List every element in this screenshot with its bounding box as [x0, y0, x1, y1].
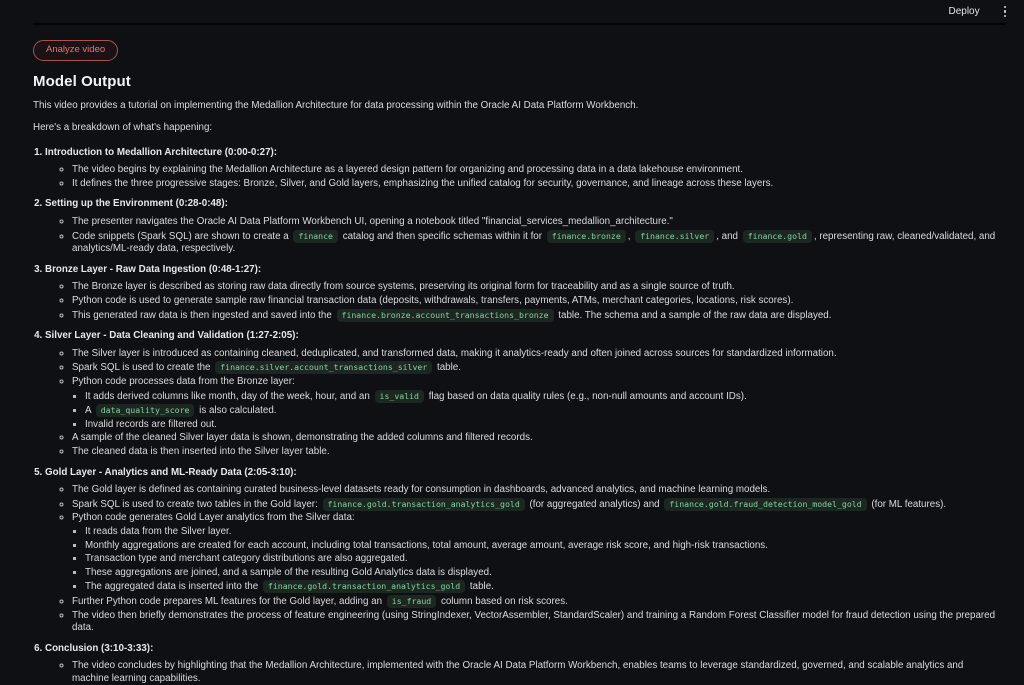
bullet-list [45, 164, 1000, 190]
inline-code: finance.bronze [547, 230, 626, 243]
sections-list [33, 147, 1000, 685]
list-item: ◦ The Bronze layer is described as storing raw data directly from source systems, preserving its original form for traceability and as a single source of truth. [72, 281, 1000, 294]
bullet-list [45, 348, 1000, 459]
section [45, 467, 1000, 635]
list-item: ◦ Python code generates Gold Layer analytics from the Silver data: ▪ It reads data from the Silver layer. ▪ Monthly aggregations are created for each account, including total transactions, total amount, average amount, average risk score, and high-risk transactions. ▪ Transaction type and merchant category distributions are also aggregated. ▪ These aggregations are joined, and a sample of the resulting Gold Analytics data is displayed. ▪ The aggregated data is inserted into the finance.gold.transaction_analytics_gold table. [72, 512, 1000, 594]
list-item: ◦ The cleaned data is then inserted into the Silver layer table. [72, 446, 1000, 459]
list-item: ◦ A sample of the cleaned Silver layer data is shown, demonstrating the added columns and filtered records. [72, 432, 1000, 445]
list-item: ▪ Invalid records are filtered out. [85, 419, 1000, 432]
inline-code: is_fraud [387, 595, 436, 608]
list-item: ◦ The video then briefly demonstrates the process of feature engineering (using StringIndexer, VectorAssembler, StandardScaler) and training a Random Forest Classifier model for fraud detection using the prepared data. [72, 610, 1000, 635]
inline-code: finance.gold [743, 230, 812, 243]
list-item: ◦ The video begins by explaining the Medallion Architecture as a layered design pattern for organizing and processing data in a data lakehouse environment. [72, 164, 1000, 177]
list-item: ◦ Spark SQL is used to create the finance.silver.account_transactions_silver table. [72, 361, 1000, 375]
inline-code: finance.gold.transaction_analytics_gold [263, 580, 465, 593]
list-item: ◦ It defines the three progressive stages: Bronze, Silver, and Gold layers, emphasizing the unified catalog for security, governance, and lineage across these layers. [72, 178, 1000, 191]
sub-bullet-list [72, 526, 1000, 594]
top-bar [0, 0, 1024, 23]
breakdown-paragraph: Here's a breakdown of what's happening: [33, 122, 213, 134]
page-title: Model Output [33, 72, 131, 90]
inline-code: finance.bronze.account_transactions_bronze [337, 309, 554, 322]
inline-code: finance.silver.account_transactions_silver [215, 361, 432, 374]
section-title: Gold Layer - Analytics and ML-Ready Data (2:05-3:10): [45, 466, 297, 478]
section-title: Introduction to Medallion Architecture (0:00-0:27): [45, 146, 278, 158]
list-item: ◦ The presenter navigates the Oracle AI Data Platform Workbench UI, opening a notebook titled "financial_services_medallion_architecture." [72, 216, 1000, 229]
list-item: ▪ The aggregated data is inserted into the finance.gold.transaction_analytics_gold table. [85, 580, 1000, 594]
list-item: ▪ It reads data from the Silver layer. [85, 526, 1000, 539]
list-item: ▪ Transaction type and merchant category distributions are also aggregated. [85, 553, 1000, 566]
list-item: ◦ Python code is used to generate sample raw financial transaction data (deposits, withdrawals, transfers, payments, ATMs, merchant categories, locations, risk scores). [72, 295, 1000, 308]
list-item: ◦ The Silver layer is introduced as containing cleaned, deduplicated, and transformed data, making it analytics-ready and often joined across sources for standardized information. [72, 348, 1000, 361]
section [45, 198, 1000, 255]
list-item: ◦ The video concludes by highlighting that the Medallion Architecture, implemented with the Oracle AI Data Platform Workbench, enables teams to leverage standardized, governed, and scalable analytics and machine learning capabilities. [72, 660, 1000, 685]
list-item: ▪ Monthly aggregations are created for each account, including total transactions, total amount, average amount, average risk score, and high-risk transactions. [85, 540, 1000, 553]
section [45, 147, 1000, 191]
sub-bullet-list [72, 390, 1000, 432]
inline-code: finance [293, 230, 338, 243]
section [45, 643, 1000, 685]
inline-code: finance.silver [635, 230, 714, 243]
inline-code: finance.gold.transaction_analytics_gold [323, 498, 525, 511]
section [45, 264, 1000, 322]
section [45, 330, 1000, 458]
deploy-button[interactable]: Deploy [944, 4, 983, 19]
section-title: Conclusion (3:10-3:33): [45, 642, 154, 654]
list-item: ▪ It adds derived columns like month, day of the week, hour, and an is_valid flag based on data quality rules (e.g., non-null amounts and account IDs). [85, 390, 1000, 404]
analyze-video-chip[interactable]: Analyze video [33, 40, 118, 61]
list-item: ▪ These aggregations are joined, and a sample of the resulting Gold Analytics data is displayed. [85, 567, 1000, 580]
list-item: ◦ This generated raw data is then ingested and saved into the finance.bronze.account_transactions_bronze table. The schema and a sample of the raw data are displayed. [72, 309, 1000, 323]
inline-code: is_valid [375, 390, 424, 403]
bullet-list [45, 216, 1000, 256]
section-title: Bronze Layer - Raw Data Ingestion (0:48-1:27): [45, 263, 262, 275]
section-title: Silver Layer - Data Cleaning and Validation (1:27-2:05): [45, 330, 299, 342]
list-item: ◦ Code snippets (Spark SQL) are shown to create a finance catalog and then specific schemas within it for finance.bronze , finance.silver , and finance.gold , representing raw, cleaned/validated, and analytics/ML-ready data, respectively. [72, 230, 1000, 256]
list-item: ▪ A data_quality_score is also calculated. [85, 404, 1000, 418]
list-item: ◦ Python code processes data from the Bronze layer: ▪ It adds derived columns like month, day of the week, hour, and an is_valid flag based on data quality rules (e.g., non-null amounts and account IDs). ▪ A data_quality_score is also calculated. ▪ Invalid records are filtered out. [72, 376, 1000, 431]
model-output-panel [0, 25, 1024, 685]
list-item: ◦ Spark SQL is used to create two tables in the Gold layer: finance.gold.transaction_analytics_gold (for aggregated analytics) and finance.gold.fraud_detection_model_gold (for ML features). [72, 498, 1000, 512]
inline-code: finance.gold.fraud_detection_model_gold [664, 498, 866, 511]
kebab-menu-icon[interactable] [998, 3, 1012, 21]
section-title: Setting up the Environment (0:28-0:48): [45, 198, 228, 210]
intro-paragraph: This video provides a tutorial on implementing the Medallion Architecture for data processing within the Oracle AI Data Platform Workbench. [33, 99, 639, 111]
list-item: ◦ The Gold layer is defined as containing curated business-level datasets ready for consumption in dashboards, advanced analytics, and machine learning models. [72, 484, 1000, 497]
list-item: ◦ Further Python code prepares ML features for the Gold layer, adding an is_fraud column based on risk scores. [72, 595, 1000, 609]
bullet-list [45, 660, 1000, 685]
bullet-list [45, 281, 1000, 322]
inline-code: data_quality_score [96, 404, 195, 417]
bullet-list [45, 484, 1000, 635]
